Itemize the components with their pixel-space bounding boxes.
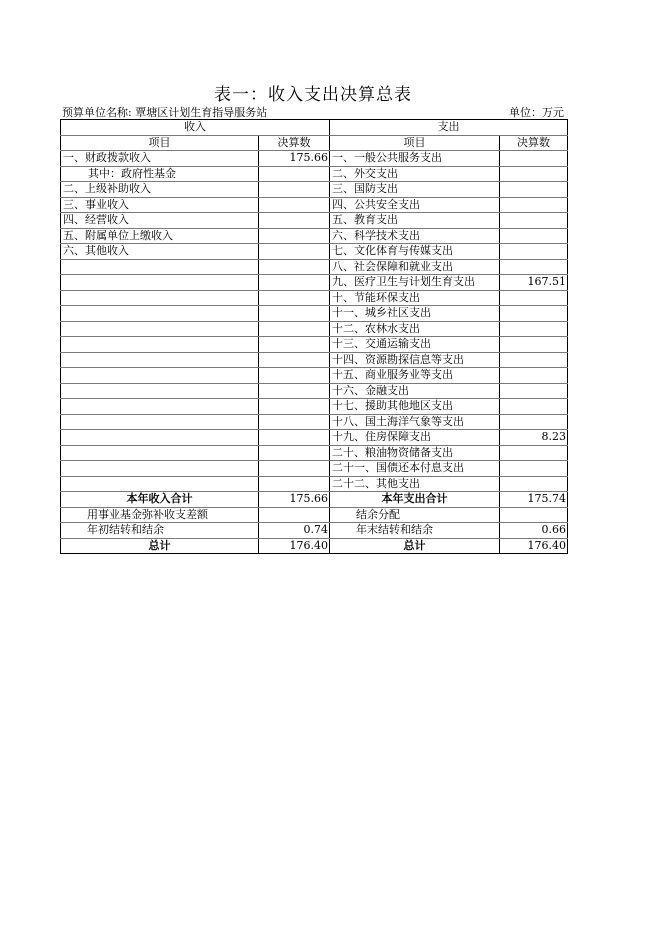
expense-amount	[500, 383, 568, 399]
income-item	[61, 383, 259, 399]
expense-amount-header: 决算数	[500, 135, 568, 151]
income-item: 三、事业收入	[61, 197, 259, 213]
table-row	[61, 197, 568, 213]
expense-amount	[500, 259, 568, 275]
expense-amount	[500, 244, 568, 260]
table-row	[61, 244, 568, 260]
table-row	[61, 430, 568, 446]
expense-amount	[500, 182, 568, 198]
expense-item: 十九、住房保障支出	[330, 430, 500, 446]
expense-item: 十二、农林水支出	[330, 321, 500, 337]
table-row	[61, 383, 568, 399]
income-item: 二、上级补助收入	[61, 182, 259, 198]
expense-amount	[500, 352, 568, 368]
expense-item: 九、医疗卫生与计划生育支出	[330, 275, 500, 291]
income-item	[61, 445, 259, 461]
expense-item: 二十二、其他支出	[330, 476, 500, 492]
income-amount	[259, 383, 330, 399]
table-row	[61, 476, 568, 492]
fund-expense-item: 结余分配	[330, 507, 500, 523]
expense-item: 十四、资源勘探信息等支出	[330, 352, 500, 368]
income-amount	[259, 430, 330, 446]
income-amount	[259, 368, 330, 384]
expense-amount	[500, 166, 568, 182]
income-amount	[259, 166, 330, 182]
table-row	[61, 290, 568, 306]
expense-total-label: 本年支出合计	[330, 492, 500, 508]
income-item	[61, 430, 259, 446]
annual-total-row	[61, 492, 568, 508]
expense-item: 十七、援助其他地区支出	[330, 399, 500, 415]
expense-amount: 8.23	[500, 430, 568, 446]
income-item	[61, 337, 259, 353]
expense-section-header: 支出	[330, 120, 568, 136]
income-item	[61, 476, 259, 492]
expense-amount: 167.51	[500, 275, 568, 291]
fund-income-item: 用事业基金弥补收支差额	[61, 507, 259, 523]
income-amount	[259, 337, 330, 353]
table-meta	[62, 104, 566, 118]
income-amount	[259, 259, 330, 275]
income-item: 六、其他收入	[61, 244, 259, 260]
expense-amount	[500, 290, 568, 306]
income-expense-table	[60, 119, 568, 554]
expense-item: 七、文化体育与传媒支出	[330, 244, 500, 260]
expense-amount	[500, 228, 568, 244]
income-amount: 175.66	[259, 151, 330, 167]
opening-balance-item: 年初结转和结余	[61, 523, 259, 539]
expense-amount	[500, 151, 568, 167]
income-item	[61, 399, 259, 415]
fund-row	[61, 507, 568, 523]
expense-item: 二十、粮油物资储备支出	[330, 445, 500, 461]
table-row	[61, 414, 568, 430]
income-item-header: 项目	[61, 135, 259, 151]
expense-item: 八、社会保障和就业支出	[330, 259, 500, 275]
grand-total-row	[61, 538, 568, 554]
expense-item: 二十一、国债还本付息支出	[330, 461, 500, 477]
expense-item: 十三、交通运输支出	[330, 337, 500, 353]
currency-unit: 单位：万元	[509, 106, 564, 119]
income-amount	[259, 275, 330, 291]
expense-item: 十八、国土海洋气象等支出	[330, 414, 500, 430]
table-row	[61, 259, 568, 275]
page-title: 表一：收入支出决算总表	[214, 85, 412, 105]
income-section-header: 收入	[61, 120, 330, 136]
income-item	[61, 414, 259, 430]
expense-amount	[500, 321, 568, 337]
table-row	[61, 151, 568, 167]
expense-item: 五、教育支出	[330, 213, 500, 229]
income-amount	[259, 321, 330, 337]
expense-item: 十五、商业服务业等支出	[330, 368, 500, 384]
income-amount	[259, 290, 330, 306]
expense-amount	[500, 414, 568, 430]
table-row	[61, 321, 568, 337]
income-amount	[259, 399, 330, 415]
table-row	[61, 166, 568, 182]
expense-item: 十六、金融支出	[330, 383, 500, 399]
income-total-label: 本年收入合计	[61, 492, 259, 508]
expense-amount	[500, 476, 568, 492]
income-item	[61, 461, 259, 477]
income-item	[61, 321, 259, 337]
income-item	[61, 368, 259, 384]
income-amount	[259, 414, 330, 430]
expense-item: 二、外交支出	[330, 166, 500, 182]
table-row	[61, 352, 568, 368]
income-amount	[259, 197, 330, 213]
expense-grand-total-label: 总计	[330, 538, 500, 554]
expense-item: 十一、城乡社区支出	[330, 306, 500, 322]
table-row	[61, 337, 568, 353]
income-amount	[259, 476, 330, 492]
budget-unit-name: 预算单位名称: 覃塘区计划生育指导服务站	[62, 106, 268, 119]
expense-item: 四、公共安全支出	[330, 197, 500, 213]
expense-item: 一、一般公共服务支出	[330, 151, 500, 167]
income-amount	[259, 228, 330, 244]
income-grand-total-label: 总计	[61, 538, 259, 554]
table-row	[61, 213, 568, 229]
closing-balance-item: 年末结转和结余	[330, 523, 500, 539]
income-item	[61, 259, 259, 275]
income-grand-total-value: 176.40	[259, 538, 330, 554]
income-item	[61, 290, 259, 306]
income-item	[61, 306, 259, 322]
carry-over-row	[61, 523, 568, 539]
expense-amount	[500, 461, 568, 477]
table-row	[61, 275, 568, 291]
table-row	[61, 445, 568, 461]
income-total-value: 175.66	[259, 492, 330, 508]
fund-income-value	[259, 507, 330, 523]
income-amount	[259, 352, 330, 368]
opening-balance-value: 0.74	[259, 523, 330, 539]
expense-item: 三、国防支出	[330, 182, 500, 198]
table-row	[61, 368, 568, 384]
expense-amount	[500, 399, 568, 415]
income-item: 五、附属单位上缴收入	[61, 228, 259, 244]
income-item: 一、财政拨款收入	[61, 151, 259, 167]
table-row	[61, 399, 568, 415]
income-item	[61, 352, 259, 368]
income-amount	[259, 213, 330, 229]
expense-amount	[500, 337, 568, 353]
expense-amount	[500, 368, 568, 384]
income-amount	[259, 306, 330, 322]
table-row	[61, 461, 568, 477]
income-item: 四、经营收入	[61, 213, 259, 229]
expense-amount	[500, 213, 568, 229]
income-item: 其中：政府性基金	[61, 166, 259, 182]
table-row	[61, 182, 568, 198]
table-row	[61, 306, 568, 322]
expense-grand-total-value: 176.40	[500, 538, 568, 554]
closing-balance-value: 0.66	[500, 523, 568, 539]
income-amount	[259, 182, 330, 198]
income-amount	[259, 445, 330, 461]
expense-total-value: 175.74	[500, 492, 568, 508]
expense-item-header: 项目	[330, 135, 500, 151]
table-row	[61, 228, 568, 244]
fund-expense-value	[500, 507, 568, 523]
expense-amount	[500, 306, 568, 322]
expense-item: 六、科学技术支出	[330, 228, 500, 244]
section-header-row	[61, 120, 568, 136]
column-header-row	[61, 135, 568, 151]
expense-amount	[500, 445, 568, 461]
income-amount-header: 决算数	[259, 135, 330, 151]
expense-item: 十、节能环保支出	[330, 290, 500, 306]
income-item	[61, 275, 259, 291]
income-amount	[259, 461, 330, 477]
income-amount	[259, 244, 330, 260]
expense-amount	[500, 197, 568, 213]
